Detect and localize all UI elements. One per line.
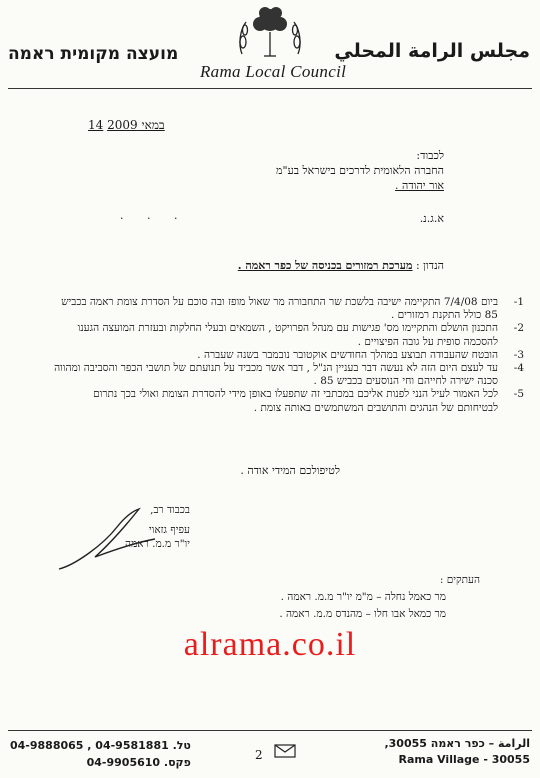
date-day: 14: [88, 118, 104, 132]
cc-block: [120, 572, 480, 623]
signer-name: עפיף גזאוי: [148, 524, 190, 536]
header-hebrew-name: מועצה מקומית ראמה: [8, 44, 179, 64]
cc-recipient: מר כאמל נחלה – מ"מ יו"ר מ.מ. ראמה .: [280, 591, 446, 603]
subject-text: מערכת רמזורים בכניסה של כפר ראמה .: [237, 259, 413, 272]
letter-date: [88, 118, 165, 133]
to-label: לכבוד:: [416, 149, 444, 162]
recipient-block: [144, 148, 444, 193]
item-text: הובטח שהעבודה תבוצע במהלך החודשים אוקטובר נובמבר בשנה שעברה .: [197, 348, 498, 361]
item-number: 4-: [513, 362, 524, 375]
list-item: [52, 388, 524, 414]
closing: בכבוד רב,: [150, 504, 190, 516]
page-number: 2: [255, 748, 263, 762]
list-item: [52, 296, 524, 322]
item-number: 2-: [513, 322, 524, 335]
to-organization: החברה הלאומית לדרכים בישראל בע"מ: [275, 164, 444, 177]
footer-address-local: الرامة – כפר ראמה 30055,: [384, 737, 530, 750]
envelope-icon: [274, 744, 296, 758]
footer-divider: [8, 730, 532, 731]
thanks-line: לטיפולכם המידי אודה .: [240, 464, 340, 477]
greeting: א.ג.נ.: [419, 212, 444, 225]
list-item: [52, 362, 524, 388]
signature-block: [70, 503, 190, 551]
letter-body: [52, 296, 524, 415]
item-text: לכל האמור לעיל הנני לפנות אליכם במכתבי זה שתפעלו באופן מידי להסדרת הצומת ואולי בכך נתרום לבטיחותם של הנהגים והתושבים המשתמשים באותה צומת .: [93, 388, 498, 414]
item-number: 5-: [513, 388, 524, 401]
item-text: עד לעצם היום הזה לא נעשה דבר בעניין הנ"ל , דבר אשר מכביד על תנועתם של תושבי הכפר והסביבה ומהווה סכנה ישירה לחייהם וחי הנוסעים בכביש 85 .: [54, 362, 498, 388]
footer-phone: טל. 04-9581881 , 04-9888065: [10, 739, 191, 752]
footer-contact: [10, 737, 191, 771]
footer-address: [384, 736, 530, 768]
council-logo-icon: [234, 4, 306, 62]
cc-recipient: מר כמאל אבו חלו – מהנדס מ.מ. ראמה .: [279, 608, 446, 620]
list-item: [52, 349, 524, 362]
header-divider: [8, 88, 532, 89]
list-item: [52, 322, 524, 348]
website-watermark: alrama.co.il: [183, 626, 357, 663]
item-number: 1-: [513, 296, 524, 308]
item-number: 3-: [513, 348, 524, 361]
subject-line: [114, 259, 444, 272]
cc-label: העתקים :: [439, 574, 480, 586]
subject-label: הנדון :: [415, 259, 444, 272]
date-month-year: במאי 2009: [107, 118, 165, 132]
item-text: ביום 7/4/08 התקיימה ישיבה בלשכת שר התחבורה מר שאול מופז ובה סוכם על הסדרת צומת ראמה בכביש 85 כולל התקנת רמזורים .: [61, 296, 498, 322]
scan-marks: · · ·: [120, 212, 188, 225]
footer-fax: פקס. 04-9905610: [86, 756, 191, 769]
signer-title: יו"ר מ.מ. ראמה: [125, 538, 190, 550]
header-arabic-name: مجلس الرامة المحلي: [334, 40, 530, 62]
item-text: התכנון הושלם והתקיימו מס' פגישות עם מנהל הפרויקט , השמאים ובעלי החלקות ובעזרת המועצה הגענו להסכמה סופית על גובה הפיצויים .: [77, 322, 498, 348]
header-english-name: Rama Local Council: [200, 62, 347, 81]
to-person: אור יהודה .: [395, 179, 444, 192]
footer-address-english: Rama Village - 30055: [398, 753, 530, 766]
